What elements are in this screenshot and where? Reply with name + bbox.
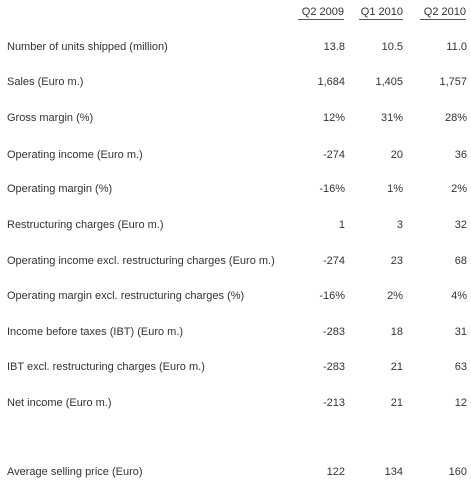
cell-q1-2010: 31% [380, 112, 403, 124]
row-label: Income before taxes (IBT) (Euro m.) [7, 326, 184, 338]
row-label: IBT excl. restructuring charges (Euro m.) [7, 361, 205, 373]
row-label: Gross margin (%) [7, 112, 94, 124]
table-row [0, 466, 471, 480]
table-row [0, 41, 471, 55]
row-label: Average selling price (Euro) [7, 466, 143, 478]
cell-q1-2010: 20 [390, 149, 403, 161]
cell-q1-2010: 134 [384, 466, 403, 478]
cell-q2-2009: -283 [322, 326, 345, 338]
table-row [0, 255, 471, 269]
cell-q2-2009: -274 [322, 255, 345, 267]
cell-q2-2010: 36 [454, 149, 467, 161]
cell-q2-2010: 160 [448, 466, 467, 478]
cell-q2-2009: 1 [338, 219, 345, 231]
cell-q1-2010: 23 [390, 255, 403, 267]
cell-q2-2009: 12% [322, 112, 345, 124]
row-label: Operating income excl. restructuring charges (Euro m.) [7, 255, 275, 267]
cell-q1-2010: 18 [390, 326, 403, 338]
cell-q2-2010: 12 [454, 397, 467, 409]
row-label: Restructuring charges (Euro m.) [7, 219, 164, 231]
cell-q2-2009: -283 [322, 361, 345, 373]
cell-q2-2009: 122 [326, 466, 345, 478]
row-label: Operating margin excl. restructuring charges (%) [7, 290, 245, 302]
table-row [0, 361, 471, 375]
table-row [0, 76, 471, 90]
cell-q2-2010: 31 [454, 326, 467, 338]
cell-q2-2009: -16% [319, 290, 345, 302]
cell-q1-2010: 1% [387, 183, 403, 195]
cell-q2-2010: 11.0 [446, 41, 467, 53]
table-row [0, 326, 471, 340]
cell-q2-2010: 2% [451, 183, 467, 195]
cell-q2-2009: -274 [322, 149, 345, 161]
table-row [0, 183, 471, 197]
cell-q2-2009: -16% [319, 183, 345, 195]
cell-q2-2010: 63 [454, 361, 467, 373]
cell-q2-2009: -213 [322, 397, 345, 409]
cell-q1-2010: 3 [396, 219, 403, 231]
cell-q1-2010: 2% [387, 290, 403, 302]
column-header-q1-2010: Q1 2010 [360, 6, 403, 18]
cell-q2-2009: 13.8 [323, 41, 345, 53]
row-label: Net income (Euro m.) [7, 397, 112, 409]
row-label: Number of units shipped (million) [7, 41, 168, 53]
table-row [0, 219, 471, 233]
column-header-q2-2009: Q2 2009 [298, 6, 344, 20]
column-header-q2-2010: Q2 2010 [420, 6, 466, 20]
table-row [0, 112, 471, 126]
cell-q2-2010: 1,757 [439, 76, 467, 88]
cell-q2-2010: 32 [454, 219, 467, 231]
cell-q1-2010: 10.5 [381, 41, 403, 53]
table-row [0, 149, 471, 163]
row-label: Operating margin (%) [7, 183, 113, 195]
row-label: Sales (Euro m.) [7, 76, 84, 88]
row-label: Operating income (Euro m.) [7, 149, 143, 161]
cell-q2-2010: 28% [444, 112, 467, 124]
cell-q1-2010: 21 [390, 361, 403, 373]
table-row [0, 397, 471, 411]
cell-q2-2009: 1,684 [317, 76, 345, 88]
cell-q2-2010: 68 [454, 255, 467, 267]
cell-q1-2010: 21 [390, 397, 403, 409]
table-row [0, 290, 471, 304]
cell-q1-2010: 1,405 [375, 76, 403, 88]
cell-q2-2010: 4% [451, 290, 467, 302]
